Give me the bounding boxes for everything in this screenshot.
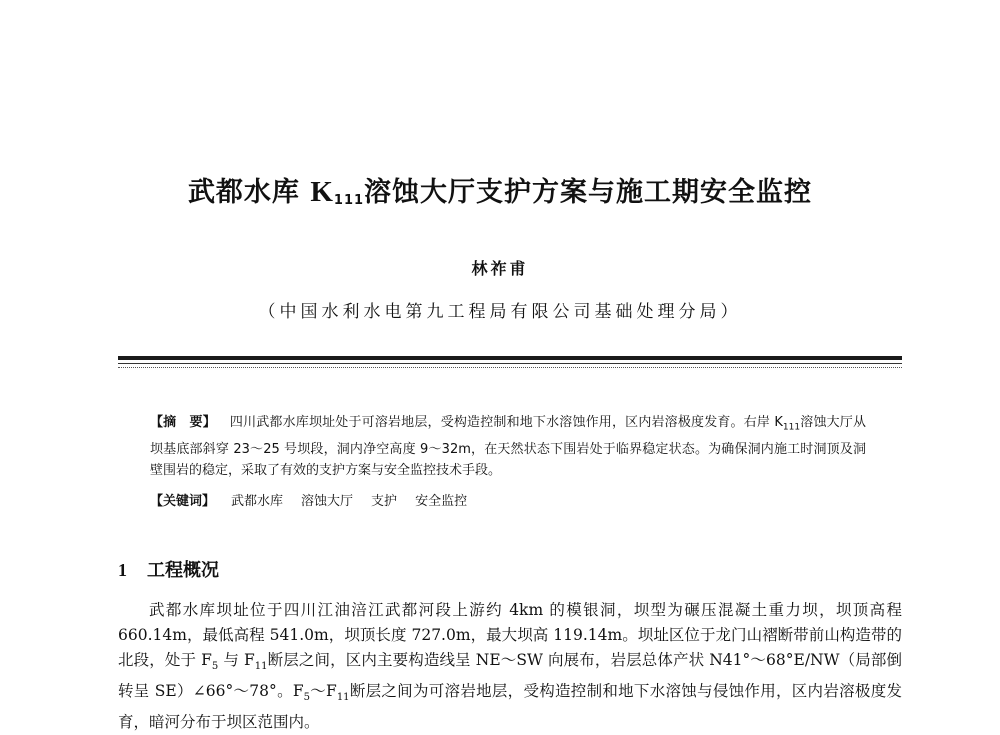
title-k-letter: K xyxy=(310,176,334,208)
author-name: 林祚甫 xyxy=(471,259,529,278)
paper-title xyxy=(0,170,1000,209)
keywords-label: 【关键词】 xyxy=(150,494,216,509)
author-affiliation: （中国水利水电第九工程局有限公司基础处理分局） xyxy=(258,302,742,322)
abstract-block xyxy=(150,412,866,481)
section-number: 1 xyxy=(118,560,127,580)
title-part-after: 溶蚀大厅支护方案与施工期安全监控 xyxy=(364,177,813,208)
para-sub-1: 5 xyxy=(211,661,219,673)
section-title: 工程概况 xyxy=(147,560,219,581)
keyword-item: 安全监控 xyxy=(415,494,468,509)
header-rule-thin xyxy=(118,363,902,364)
para-sub-3: 5 xyxy=(303,692,310,704)
title-part-before: 武都水库 xyxy=(187,177,311,208)
keyword-item: 溶蚀大厅 xyxy=(301,494,354,509)
abstract-text-part1: 四川武都水库坝址处于可溶岩地层，受构造控制和地下水溶蚀作用，区内岩溶极度发育。右岸 K xyxy=(229,415,783,430)
para-text-2: 与 F xyxy=(218,651,255,669)
para-sub-4: 11 xyxy=(336,692,350,704)
para-sub-2: 11 xyxy=(254,661,268,673)
header-rule-thick xyxy=(118,356,902,360)
title-k-subscript: 111 xyxy=(333,193,365,208)
abstract-text-part2: 溶蚀大厅从坝基底部斜穿 23～25 号坝段，洞内净空高度 9～32m，在天然状态下围岩处于临界稳定状态。为确保洞内施工时洞顶及洞壁围岩的稳定，采取了有效的支护方案与安全监控技术手段。 xyxy=(150,415,866,478)
para-text-4: ～F xyxy=(309,682,337,701)
keywords-block xyxy=(150,491,866,512)
header-rule-dotted xyxy=(118,367,902,368)
keyword-item: 武都水库 xyxy=(231,494,284,509)
para-text-5: 断层之间为可溶岩地层，受构造控制和地下水溶蚀与侵蚀作用，区内岩溶极度发育，暗河分布于坝区范围内。 xyxy=(118,682,902,732)
body-paragraph xyxy=(118,598,902,735)
section-heading xyxy=(118,556,219,582)
abstract-label: 【摘 要】 xyxy=(150,415,216,430)
body-text xyxy=(118,598,902,735)
para-text-3: 断层之间，区内主要构造线呈 NE～SW 向展布，岩层总体产状 N41°～68°E/NW（局部倒转呈 SE）∠66°～78°。F xyxy=(118,651,903,701)
keyword-item: 支护 xyxy=(371,494,398,509)
para-text-1: 武都水库坝址位于四川江油涪江武都河段上游约 4km 的模银洞，坝型为碾压混凝土重力坝，坝顶高程 660.14m，最低高程 541.0m，坝顶长度 727.0m，最大坝高 119.14m。坝址区位于龙门山褶断带前山构造带的北段，处于 F xyxy=(118,601,902,669)
abstract-subscript: 111 xyxy=(782,422,801,433)
